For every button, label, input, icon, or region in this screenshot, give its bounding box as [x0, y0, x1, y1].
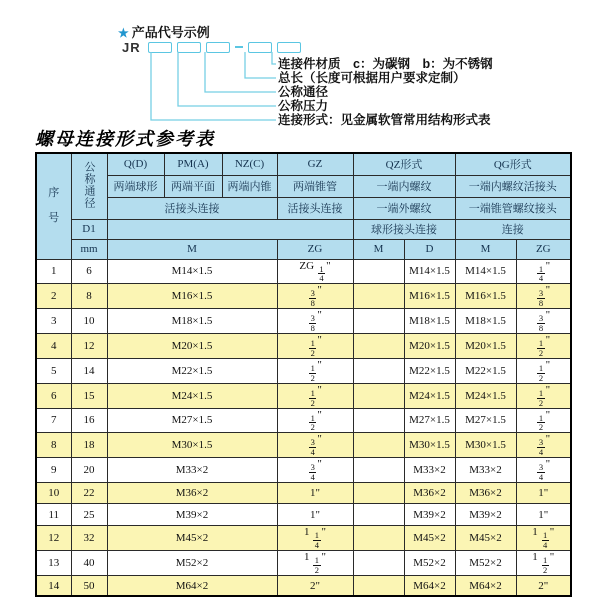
cell-zg: 2": [277, 575, 353, 596]
cell-qz-d: M36×2: [404, 483, 455, 504]
header-qg-row3: 一端锥管螺纹接头: [455, 197, 571, 219]
cell-qg-m: M36×2: [455, 483, 516, 504]
header-qz-unit-m: M: [353, 239, 404, 259]
cell-qg-zg: 1": [516, 504, 571, 525]
cell-zg: $\frac{1}{2}$ ": [277, 383, 353, 408]
header-code-pma: PM(A): [164, 153, 222, 175]
header-code-gz: GZ: [277, 153, 353, 175]
table-row: [36, 575, 571, 596]
cell-dn: 22: [71, 483, 107, 504]
star-icon: ★: [118, 26, 129, 40]
code-box-2: [177, 42, 201, 53]
cell-dn: 8: [71, 284, 107, 309]
cell-zg: $\frac{1}{2}$ ": [277, 334, 353, 359]
cell-m: M20×1.5: [107, 334, 277, 359]
table-row: [36, 334, 571, 359]
cell-qg-zg: $\frac{3}{4}$ ": [516, 458, 571, 483]
cell-zg: $\frac{1}{2}$ ": [277, 408, 353, 433]
cell-qg-m: M39×2: [455, 504, 516, 525]
cell-qz-d: M33×2: [404, 458, 455, 483]
cell-m: M18×1.5: [107, 309, 277, 334]
header-nominal-diameter: 公称通径: [71, 153, 107, 219]
cell-qz-d: M14×1.5: [404, 259, 455, 284]
product-code-boxes: [122, 40, 301, 54]
callout-nominal-diam: 公称通径: [278, 85, 329, 99]
cell-dn: 20: [71, 458, 107, 483]
code-box-3: [206, 42, 230, 53]
cell-dn: 18: [71, 433, 107, 458]
cell-dn: 6: [71, 259, 107, 284]
cell-qz-d: M64×2: [404, 575, 455, 596]
cell-zg: 1 $\frac{1}{2}$ ": [277, 550, 353, 575]
nut-connection-table: [35, 152, 572, 597]
cell-zg: 1": [277, 504, 353, 525]
cell-dn: 50: [71, 575, 107, 596]
table-row: [36, 458, 571, 483]
callout-connection-form: 连接形式：见金属软管常用结构形式表: [278, 113, 491, 127]
header-qz-unit-d: D: [404, 239, 455, 259]
cell-seq: 2: [36, 284, 71, 309]
cell-qg-zg: 1 $\frac{1}{4}$ ": [516, 525, 571, 550]
cell-qz-d: M16×1.5: [404, 284, 455, 309]
table-row: [36, 483, 571, 504]
header-type-qd: 两端球形: [107, 175, 164, 197]
cell-qg-zg: 1": [516, 483, 571, 504]
cell-qg-zg: 2": [516, 575, 571, 596]
cell-seq: 9: [36, 458, 71, 483]
table-row: [36, 550, 571, 575]
cell-dn: 40: [71, 550, 107, 575]
cell-seq: 7: [36, 408, 71, 433]
cell-qg-m: M30×1.5: [455, 433, 516, 458]
product-code-heading-text: 产品代号示例: [131, 25, 210, 40]
cell-zg: $\frac{1}{2}$ ": [277, 358, 353, 383]
cell-m: M39×2: [107, 504, 277, 525]
cell-zg: 1 $\frac{1}{4}$ ": [277, 525, 353, 550]
cell-m: M24×1.5: [107, 383, 277, 408]
cell-qz-m: [353, 358, 404, 383]
header-unit-m: M: [107, 239, 277, 259]
table-row: [36, 504, 571, 525]
cell-qz-d: M24×1.5: [404, 383, 455, 408]
cell-qz-m: [353, 504, 404, 525]
header-code-nzc: NZ(C): [222, 153, 277, 175]
table-row: [36, 525, 571, 550]
callout-total-length: 总长（长度可根据用户要求定制）: [278, 71, 466, 85]
cell-qz-m: [353, 408, 404, 433]
cell-m: M27×1.5: [107, 408, 277, 433]
cell-zg: $\frac{3}{8}$ ": [277, 284, 353, 309]
cell-zg: $\frac{3}{8}$ ": [277, 309, 353, 334]
cell-qz-m: [353, 309, 404, 334]
cell-qg-zg: $\frac{3}{8}$ ": [516, 309, 571, 334]
cell-qz-m: [353, 383, 404, 408]
cell-seq: 14: [36, 575, 71, 596]
cell-dn: 12: [71, 334, 107, 359]
cell-qz-m: [353, 458, 404, 483]
header-union-connection: 活接头连接: [107, 197, 277, 219]
header-code-qz: QZ形式: [353, 153, 455, 175]
header-type-pma: 两端平面: [164, 175, 222, 197]
cell-qz-m: [353, 483, 404, 504]
cell-qz-d: M22×1.5: [404, 358, 455, 383]
cell-dn: 15: [71, 383, 107, 408]
cell-qg-m: M22×1.5: [455, 358, 516, 383]
cell-zg: $\frac{3}{4}$ ": [277, 458, 353, 483]
cell-seq: 6: [36, 383, 71, 408]
cell-qz-d: M30×1.5: [404, 433, 455, 458]
header-mm: mm: [71, 239, 107, 259]
cell-qz-d: M39×2: [404, 504, 455, 525]
cell-m: M64×2: [107, 575, 277, 596]
cell-dn: 32: [71, 525, 107, 550]
cell-m: M52×2: [107, 550, 277, 575]
cell-qg-m: M64×2: [455, 575, 516, 596]
cell-dn: 14: [71, 358, 107, 383]
code-prefix: JR: [122, 39, 141, 55]
cell-qz-m: [353, 575, 404, 596]
table-row: [36, 408, 571, 433]
cell-dn: 25: [71, 504, 107, 525]
cell-qg-zg: $\frac{1}{2}$ ": [516, 383, 571, 408]
cell-qz-d: M18×1.5: [404, 309, 455, 334]
cell-m: M45×2: [107, 525, 277, 550]
cell-zg: ZG $\frac{1}{4}$ ": [277, 259, 353, 284]
cell-qg-m: M14×1.5: [455, 259, 516, 284]
header-type-qz: 一端内螺纹: [353, 175, 455, 197]
cell-qz-d: M20×1.5: [404, 334, 455, 359]
code-box-5: [277, 42, 301, 53]
cell-seq: 4: [36, 334, 71, 359]
table-title: 螺母连接形式参考表: [35, 129, 215, 149]
cell-qz-m: [353, 284, 404, 309]
cell-qg-m: M27×1.5: [455, 408, 516, 433]
cell-seq: 8: [36, 433, 71, 458]
cell-qz-d: M27×1.5: [404, 408, 455, 433]
table-row: [36, 309, 571, 334]
header-qz-row3: 一端外螺纹: [353, 197, 455, 219]
code-box-4: [248, 42, 272, 53]
cell-qz-m: [353, 525, 404, 550]
code-box-1: [148, 42, 172, 53]
cell-m: M33×2: [107, 458, 277, 483]
cell-seq: 11: [36, 504, 71, 525]
cell-qz-m: [353, 550, 404, 575]
header-type-gz: 两端锥管: [277, 175, 353, 197]
cell-seq: 3: [36, 309, 71, 334]
cell-m: M16×1.5: [107, 284, 277, 309]
cell-seq: 13: [36, 550, 71, 575]
product-code-heading: [118, 22, 210, 41]
table-row: [36, 259, 571, 284]
cell-dn: 16: [71, 408, 107, 433]
cell-qg-m: M33×2: [455, 458, 516, 483]
cell-qz-d: M52×2: [404, 550, 455, 575]
cell-seq: 10: [36, 483, 71, 504]
cell-qz-m: [353, 259, 404, 284]
cell-qg-zg: $\frac{1}{2}$ ": [516, 334, 571, 359]
header-type-nzc: 两端内锥: [222, 175, 277, 197]
header-type-qg: 一端内螺纹活接头: [455, 175, 571, 197]
table-row: [36, 284, 571, 309]
cell-m: M30×1.5: [107, 433, 277, 458]
header-seq: 序 号: [36, 153, 71, 259]
table-row: [36, 433, 571, 458]
header-qg-unit-m: M: [455, 239, 516, 259]
table-row: [36, 358, 571, 383]
cell-zg: $\frac{3}{4}$ ": [277, 433, 353, 458]
header-blank: [107, 219, 353, 239]
cell-zg: 1": [277, 483, 353, 504]
callout-material: 连接件材质 c：为碳钢 b：为不锈钢: [278, 57, 493, 71]
cell-qz-m: [353, 433, 404, 458]
cell-seq: 1: [36, 259, 71, 284]
cell-qg-m: M52×2: [455, 550, 516, 575]
header-unit-zg: ZG: [277, 239, 353, 259]
code-dash: [235, 46, 243, 48]
header-qg-unit-zg: ZG: [516, 239, 571, 259]
callout-nominal-press: 公称压力: [278, 99, 329, 113]
cell-qz-d: M45×2: [404, 525, 455, 550]
header-qz-connection: 球形接头连接: [353, 219, 455, 239]
cell-m: M22×1.5: [107, 358, 277, 383]
cell-qg-zg: $\frac{3}{4}$ ": [516, 433, 571, 458]
header-gz-connection: 活接头连接: [277, 197, 353, 219]
cell-m: M36×2: [107, 483, 277, 504]
header-code-qd: Q(D): [107, 153, 164, 175]
cell-qg-m: M20×1.5: [455, 334, 516, 359]
header-d1: D1: [71, 219, 107, 239]
cell-qg-m: M16×1.5: [455, 284, 516, 309]
cell-qg-zg: 1 $\frac{1}{2}$ ": [516, 550, 571, 575]
header-qg-connection: 连接: [455, 219, 571, 239]
cell-qg-zg: $\frac{3}{8}$ ": [516, 284, 571, 309]
cell-m: M14×1.5: [107, 259, 277, 284]
header-code-qg: QG形式: [455, 153, 571, 175]
cell-qg-m: M45×2: [455, 525, 516, 550]
cell-seq: 5: [36, 358, 71, 383]
cell-qg-zg: $\frac{1}{2}$ ": [516, 358, 571, 383]
cell-qg-m: M24×1.5: [455, 383, 516, 408]
cell-dn: 10: [71, 309, 107, 334]
table-row: [36, 383, 571, 408]
cell-qg-zg: $\frac{1}{4}$ ": [516, 259, 571, 284]
cell-qz-m: [353, 334, 404, 359]
cell-qg-m: M18×1.5: [455, 309, 516, 334]
cell-seq: 12: [36, 525, 71, 550]
cell-qg-zg: $\frac{1}{2}$ ": [516, 408, 571, 433]
